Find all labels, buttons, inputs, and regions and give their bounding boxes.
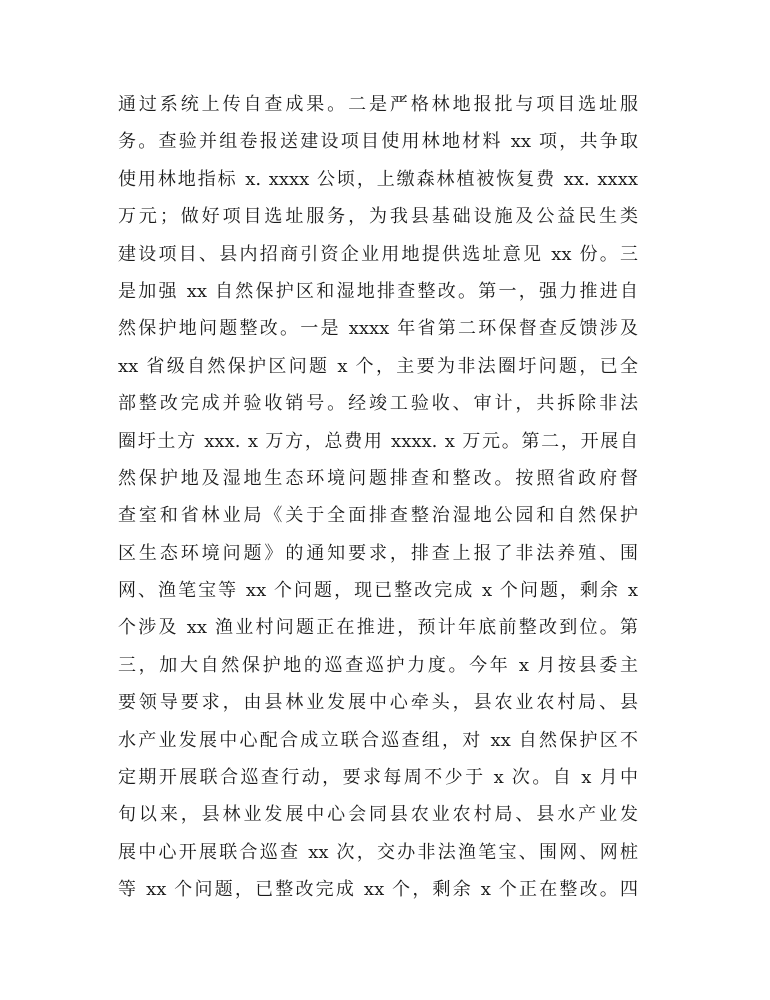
text-line: 水产业发展中心配合成立联合巡查组，对 xx 自然保护区不 — [118, 729, 638, 751]
text-line: 网、渔笔宝等 xx 个问题，现已整改完成 x 个问题，剩余 x — [118, 580, 638, 602]
text-line: 部整改完成并验收销号。经竣工验收、审计，共拆除非法 — [118, 393, 638, 415]
text-line: 定期开展联合巡查行动，要求每周不少于 x 次。自 x 月中 — [118, 767, 638, 789]
text-line: 查室和省林业局《关于全面排查整治湿地公园和自然保护 — [118, 505, 638, 527]
text-line: 等 xx 个问题，已整改完成 xx 个，剩余 x 个正在整改。四 — [118, 879, 638, 901]
text-line: 个涉及 xx 渔业村问题正在推进，预计年底前整改到位。第 — [118, 617, 638, 639]
text-line: 然保护地及湿地生态环境问题排查和整改。按照省政府督 — [118, 467, 638, 489]
text-line: 要领导要求，由县林业发展中心牵头，县农业农村局、县 — [118, 692, 638, 714]
text-line: 圈圩土方 xxx. x 万方，总费用 xxxx. x 万元。第二，开展自 — [118, 430, 638, 452]
text-line: 旬以来，县林业发展中心会同县农业农村局、县水产业发 — [118, 804, 638, 826]
text-line: 展中心开展联合巡查 xx 次，交办非法渔笔宝、围网、网桩 — [118, 841, 638, 863]
text-line: 然保护地问题整改。一是 xxxx 年省第二环保督查反馈涉及 — [118, 318, 638, 340]
body-paragraph — [118, 86, 638, 909]
text-line: 使用林地指标 x. xxxx 公顷，上缴森林植被恢复费 xx. xxxx — [118, 168, 638, 190]
text-line: xx 省级自然保护区问题 x 个，主要为非法圈圩问题，已全 — [118, 355, 638, 377]
text-line: 建设项目、县内招商引资企业用地提供选址意见 xx 份。三 — [118, 243, 638, 265]
text-line: 万元；做好项目选址服务，为我县基础设施及公益民生类 — [118, 206, 638, 228]
text-line: 务。查验并组卷报送建设项目使用林地材料 xx 项，共争取 — [118, 131, 638, 153]
text-line: 是加强 xx 自然保护区和湿地排查整改。第一，强力推进自 — [118, 280, 638, 302]
text-line: 通过系统上传自查成果。二是严格林地报批与项目选址服 — [118, 94, 638, 115]
text-line: 三，加大自然保护地的巡查巡护力度。今年 x 月按县委主 — [118, 654, 638, 676]
text-line: 区生态环境问题》的通知要求，排查上报了非法养殖、围 — [118, 542, 638, 564]
